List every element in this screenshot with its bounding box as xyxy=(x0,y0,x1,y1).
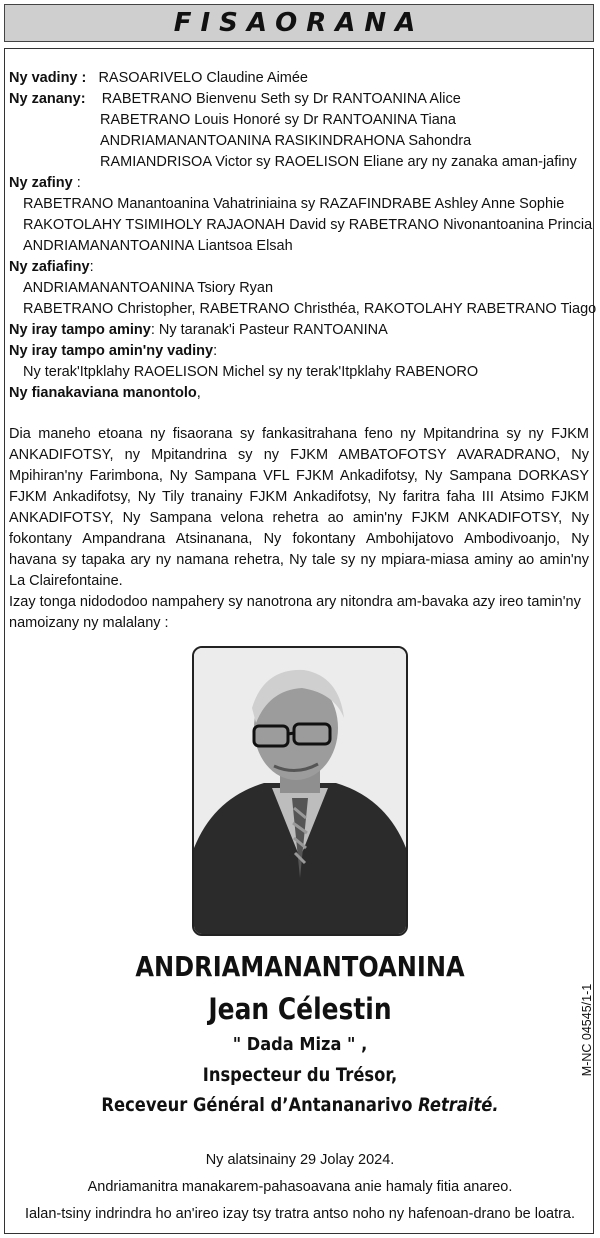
grandchild-line: ANDRIAMANANTOANINA Liantsoa Elsah xyxy=(23,238,293,254)
portrait-photo xyxy=(192,646,408,936)
grandchild-line: RAKOTOLAHY TSIMIHOLY RAJAONAH David sy RABETRANO Nivonantoanina Princia xyxy=(23,217,593,233)
children-label: Ny zanany: xyxy=(9,91,86,107)
whole-family-row xyxy=(9,383,589,404)
title-2-main: Receveur Général d’Antananarivo xyxy=(101,1094,419,1116)
siblings-value: : Ny taranak'i Pasteur RANTOANINA xyxy=(150,322,388,338)
deceased-given-name: Jean Célestin xyxy=(208,992,392,1026)
great-grandchildren-colon: : xyxy=(89,259,94,275)
child-line: RAMIANDRISOA Victor sy RAOELISON Eliane ary ny zanaka aman-jafiny xyxy=(100,154,577,170)
grandchildren-label: Ny zafiny xyxy=(9,175,73,191)
child-line: ANDRIAMANANTOANINA RASIKINDRAHONA Sahondra xyxy=(100,133,472,149)
thanks-section xyxy=(9,424,589,634)
whole-family-label: Ny fianakaviana manontolo xyxy=(9,385,197,401)
siblings-label: Ny iray tampo aminy xyxy=(9,322,151,338)
family-list xyxy=(9,68,597,404)
great-grandchild-line: ANDRIAMANANTOANINA Tsiory Ryan xyxy=(23,280,274,296)
grandchild-line: RABETRANO Manantoanina Vahatriniaina sy RAZAFINDRABE Ashley Anne Sophie xyxy=(23,196,565,212)
deceased-title: Inspecteur du Trésor, xyxy=(202,1064,398,1086)
spouse-siblings-row xyxy=(9,341,589,362)
child-line: RABETRANO Bienvenu Seth sy Dr RANTOANINA Alice xyxy=(101,91,461,107)
thanks-paragraph-2: Izay tonga nidododoo nampahery sy nanotrona ary nitondra am-bavaka azy ireo tamin'ny namoizany ny malalany : xyxy=(9,594,581,631)
grandchildren-row xyxy=(9,173,589,194)
footer-apology: Ialan-tsiny indrindra ho an'ireo izay tsy tratra antso noho ny hafenoan-drano be loatra. xyxy=(24,1206,576,1222)
footer-date: Ny alatsinainy 29 Jolay 2024. xyxy=(205,1152,395,1168)
deceased-surname: ANDRIAMANANTOANINA xyxy=(135,950,465,983)
portrait-illustration xyxy=(194,648,406,934)
children-row xyxy=(9,89,589,110)
parents-label: Ny vadiny : xyxy=(9,70,87,86)
child-line: RABETRANO Louis Honoré sy Dr RANTOANINA Tiana xyxy=(100,112,456,128)
parents-row xyxy=(9,68,589,89)
reference-text: M-NC 04545/1-1 xyxy=(580,983,594,1077)
great-grandchild-line: RABETRANO Christopher, RABETRANO Christhéa, RAKOTOLAHY RABETRANO Tiago xyxy=(23,301,597,317)
footer-blessing: Andriamanitra manakarem-pahasoavana anie hamaly fitia anareo. xyxy=(87,1179,513,1195)
siblings-row xyxy=(9,320,589,341)
header-title: FISAORANA xyxy=(173,8,425,38)
parents-value: RASOARIVELO Claudine Aimée xyxy=(98,70,308,86)
spouse-siblings-label: Ny iray tampo amin'ny vadiny xyxy=(9,343,214,359)
title-2-italic: Retraité. xyxy=(418,1094,499,1116)
reference-code xyxy=(574,965,600,1095)
spouse-siblings-colon: : xyxy=(213,343,218,359)
spouse-siblings-value: Ny terak'Itpklahy RAOELISON Michel sy ny terak'Itpklahy RABENORO xyxy=(23,364,479,380)
great-grandchildren-label: Ny zafiafiny xyxy=(9,259,90,275)
grandchildren-colon: : xyxy=(72,175,81,191)
thanks-paragraph: Dia maneho etoana ny fisaorana sy fankasitrahana feno ny Mpitandrina sy ny FJKM ANKADIFOTSY, ny Mpitandrina sy ny FJKM AMBATOFOTSY AVARADRANO, Ny Mpihiran'ny Farimbona, Ny Sampana VFL FJKM Ankadifotsy, Ny Sampana DORKASY FJKM Ankadifotsy, Ny Tily tranainy FJKM Ankadifotsy, Ny faritra faha III Atsimo FJKM ANKADIFOTSY, Ny Sampana velona rehetra ao amin'ny FJKM ANKADIFOTSY, Ny fokontany Ampandrana Atsinanana, Ny fokontany Ambohijatovo Ambodivoanjo, Ny havana sy tapaka ary ny namana rehetra, Ny tale sy ny mpiara-miasa aminy ao amin'ny La Clairefontaine. xyxy=(9,426,589,589)
great-grandchildren-row xyxy=(9,257,589,278)
deceased-title-2 xyxy=(42,1094,558,1116)
deceased-nickname: " Dada Miza " , xyxy=(232,1034,368,1055)
header-banner xyxy=(4,4,594,42)
whole-family-comma: , xyxy=(196,385,201,401)
